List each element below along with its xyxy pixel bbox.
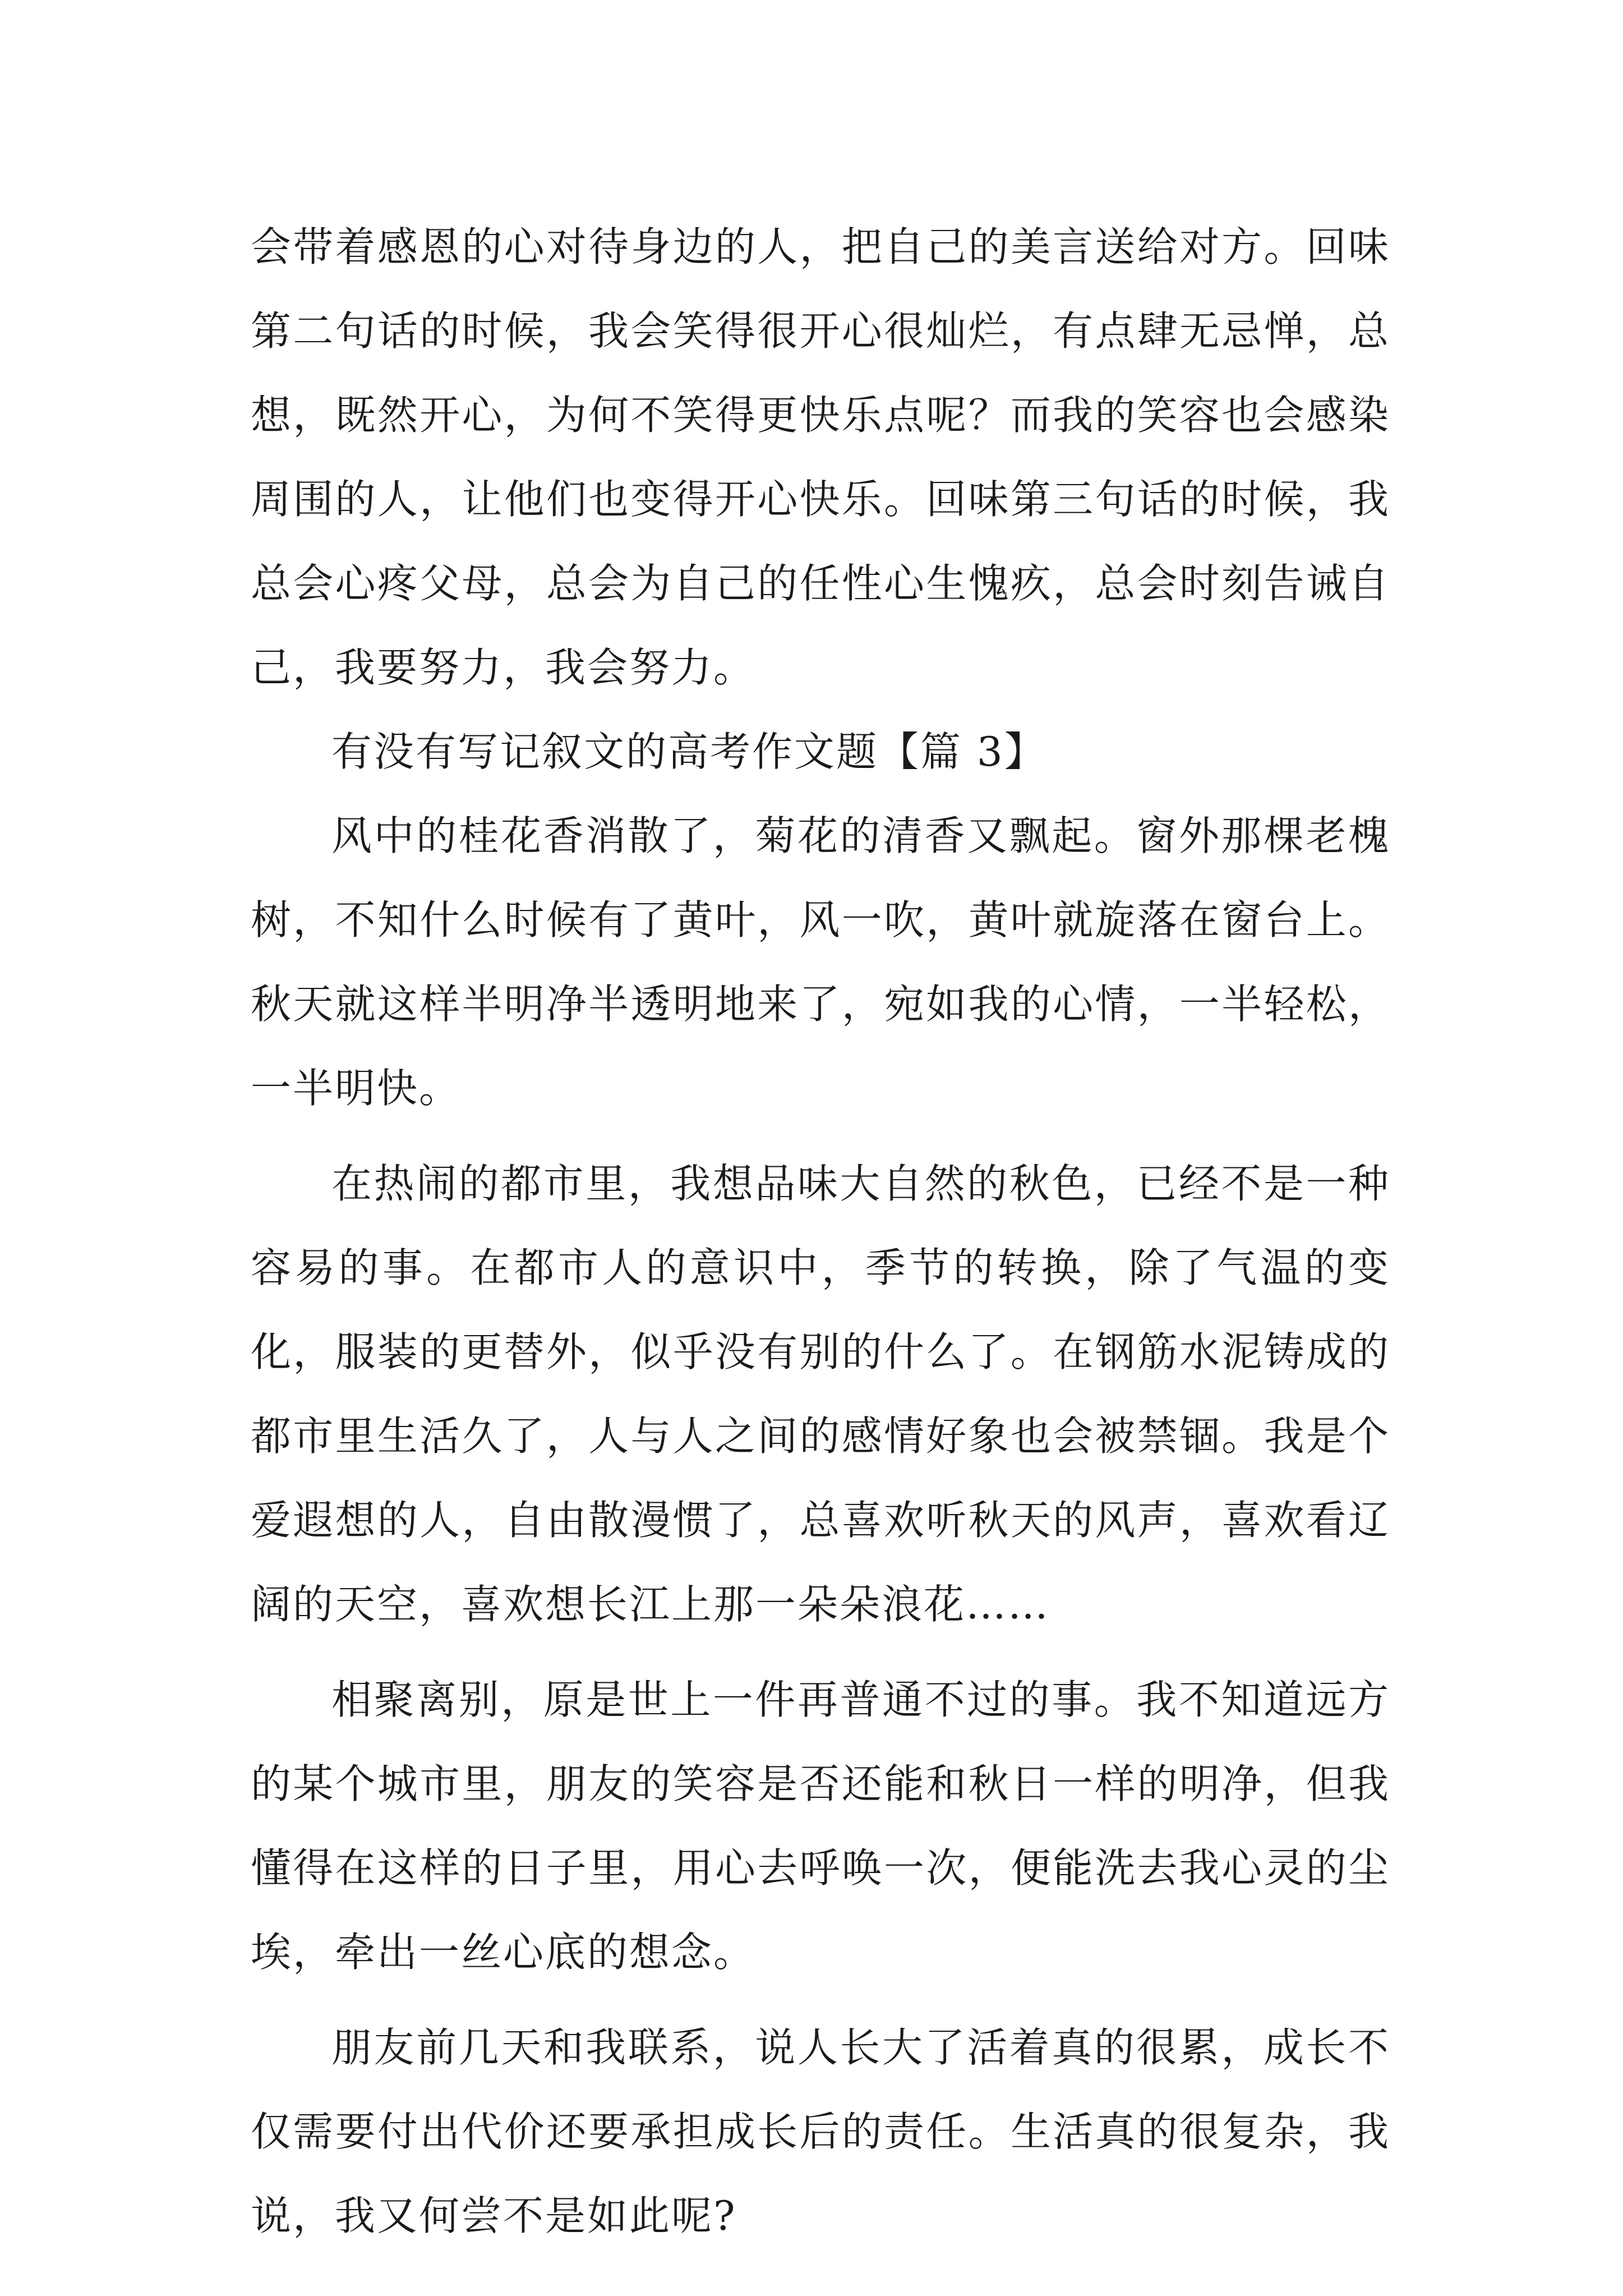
continued-paragraph: 会带着感恩的心对待身边的人，把自己的美言送给对方。回味第二句话的时候，我会笑得很开心很灿烂，有点肆无忌惮，总想，既然开心，为何不笑得更快乐点呢？而我的笑容也会感染周围的人，让他们也变得开心快乐。回味第三句话的时候，我总会心疼父母，总会为自己的任性心生愧疚，总会时刻告诫自己，我要努力，我会努力。 <box>251 223 1390 691</box>
paragraph-3: 相聚离别，原是世上一件再普通不过的事。我不知道远方的某个城市里，朋友的笑容是否还能和秋日一样的明净，但我懂得在这样的日子里，用心去呼唤一次，便能洗去我心灵的尘埃，牵出一丝心底的想念。 <box>251 1676 1390 1976</box>
paragraph-2: 在热闹的都市里，我想品味大自然的秋色，已经不是一种容易的事。在都市人的意识中，季节的转换，除了气温的变化，服装的更替外，似乎没有别的什么了。在钢筋水泥铸成的都市里生活久了，人与人之间的感情好象也会被禁锢。我是个爱遐想的人，自由散漫惯了，总喜欢听秋天的风声，喜欢看辽阔的天空，喜欢想长江上那一朵朵浪花…… <box>251 1160 1390 1628</box>
paragraph-spacer <box>251 1994 1390 2005</box>
document-body <box>251 205 1390 2258</box>
paragraph-spacer <box>251 1130 1390 1142</box>
paragraph-spacer <box>251 1646 1390 1658</box>
paragraph-4: 朋友前几天和我联系，说人长大了活着真的很累，成长不仅需要付出代价还要承担成长后的责任。生活真的很复杂，我说，我又何尝不是如此呢? <box>251 2024 1390 2239</box>
paragraph-1: 风中的桂花香消散了，菊花的清香又飘起。窗外那棵老槐树，不知什么时候有了黄叶，风一吹，黄叶就旋落在窗台上。秋天就这样半明净半透明地来了，宛如我的心情，一半轻松，一半明快。 <box>251 812 1390 1112</box>
section-heading: 有没有写记叙文的高考作文题【篇 3】 <box>331 728 1046 775</box>
